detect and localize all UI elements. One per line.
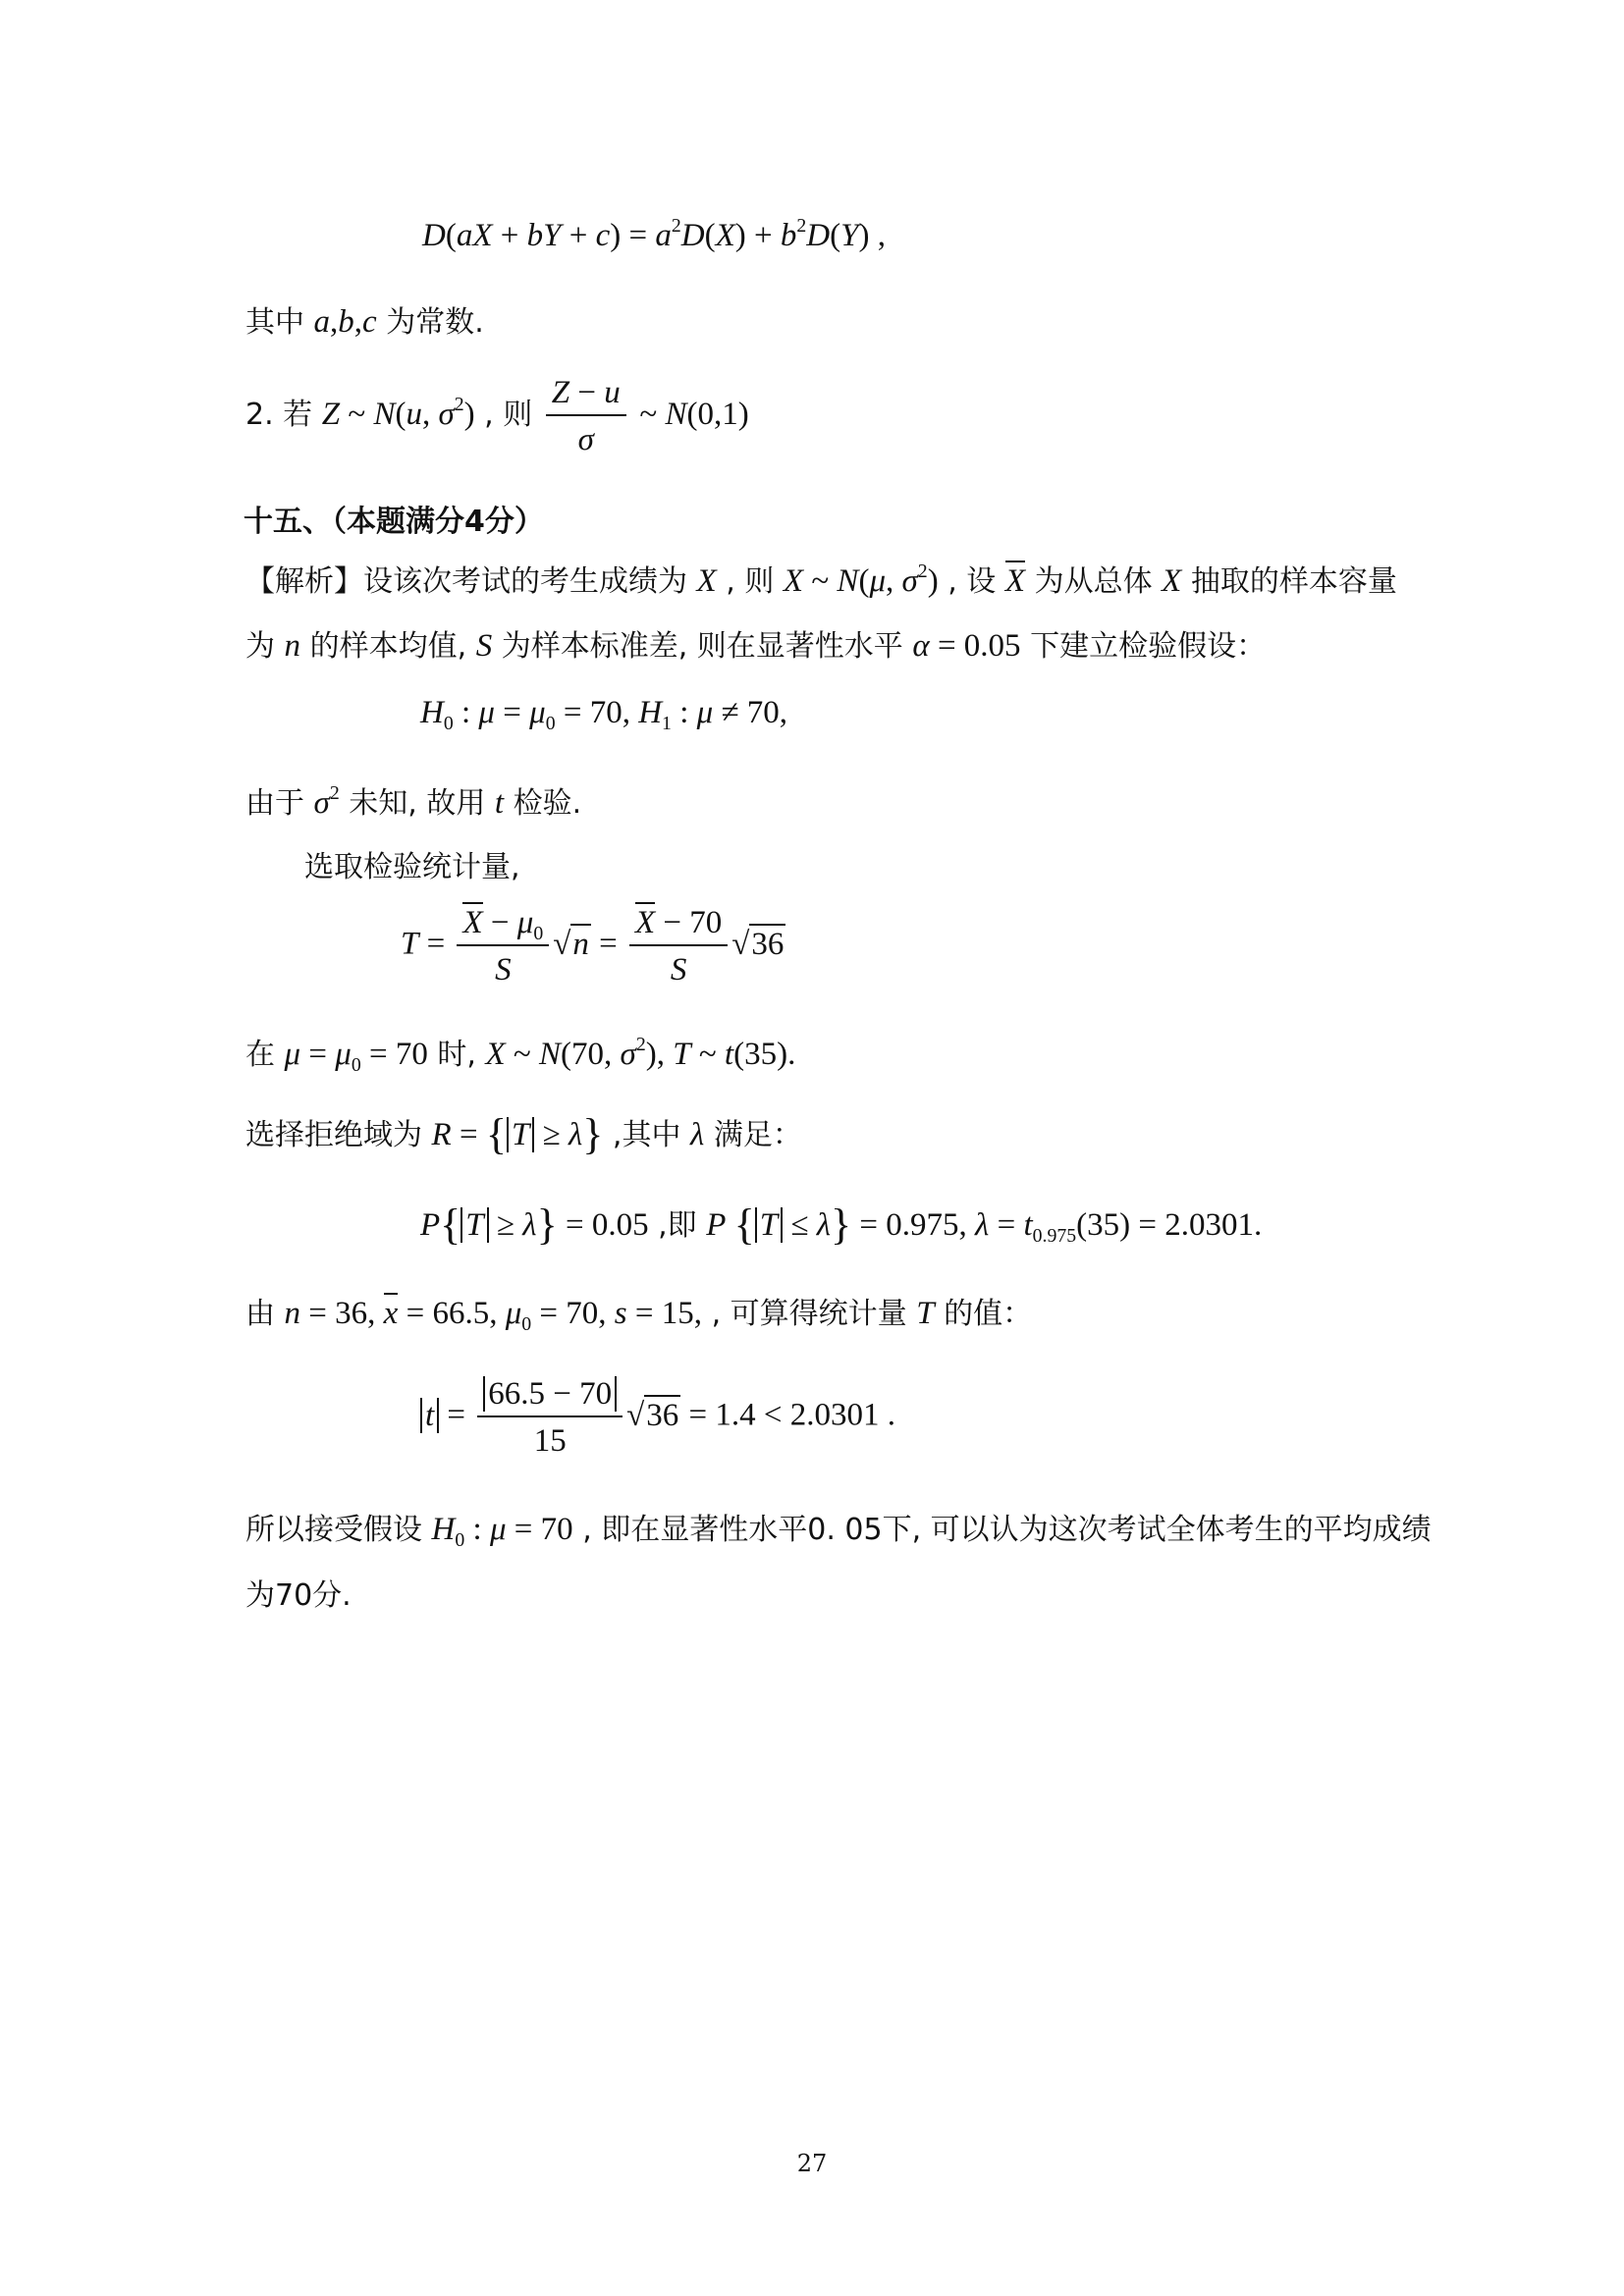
sample-values: 由 n = 36, x = 66.5, $\mu_0 = 70$, s = 15, , 可算得统计量 T 的值： (245, 1294, 1032, 1334)
conclusion: 所以接受假设 $H_0$ : μ = 70 , 即在显著性水平0. 05下, 可以认为这次考试全体考生的平均成绩 (245, 1512, 1432, 1551)
section-heading: 十五、（本题满分4分） (244, 505, 544, 539)
hypotheses: $H_0$ : $\mu = \mu_0 = 70$, $H_1$ : μ ≠ 70, (420, 695, 788, 734)
constants-note: 其中 a,b,c 为常数. (245, 304, 484, 340)
t-statistic-formula: T = $\frac{X - \mu_0}{S}$ √n = $\frac{X - 70}{S}$ √36 (401, 903, 785, 989)
null-distribution: 在 $\mu = \mu_0 = 70$ 时, X ~ N(70, $\sigma^2$), T ~ t(35). (245, 1034, 796, 1076)
choose-statistic: 选取检验统计量, (304, 850, 520, 884)
rejection-region: 选择拒绝域为 R = { T ≥ λ} ,其中 λ 满足： (245, 1110, 802, 1158)
formula-variance-linear: D(aX + bY + $c) = a^2D(X) + b^2D(Y)$ , (422, 215, 886, 253)
sample-definition: 为 n 的样本均值, S 为样本标准差, 则在显著性水平 α = 0.05 下建立检验假设： (245, 628, 1267, 664)
page-number: 27 (796, 2150, 828, 2177)
analysis-intro: 【解析】设该次考试的考生成绩为 X , 则 X ~ N(μ, $\sigma^2$) , 设 X 为从总体 X 抽取的样本容量 (245, 561, 1397, 599)
critical-value: P{ T ≥ λ} = 0.05 ,即 P { T ≤ λ} = 0.975, $\lambda = t_{0.975}(35) = 2.0301$. (420, 1201, 1263, 1249)
standardization-rule: 2. 若 Z ~ N(u, $\sigma^2$) , 则 $\frac{Z - u}{\sigma}$ ~ N(0,1) (245, 375, 749, 457)
statistic-computation: t = $\frac{66.5 - 70}{15}$ √36 = 1.4 < 2.0301 . (420, 1374, 895, 1461)
conclusion-end: 为70分. (245, 1578, 352, 1613)
t-test-reason: 由于 $\sigma^2$ 未知, 故用 t 检验. (245, 782, 582, 821)
